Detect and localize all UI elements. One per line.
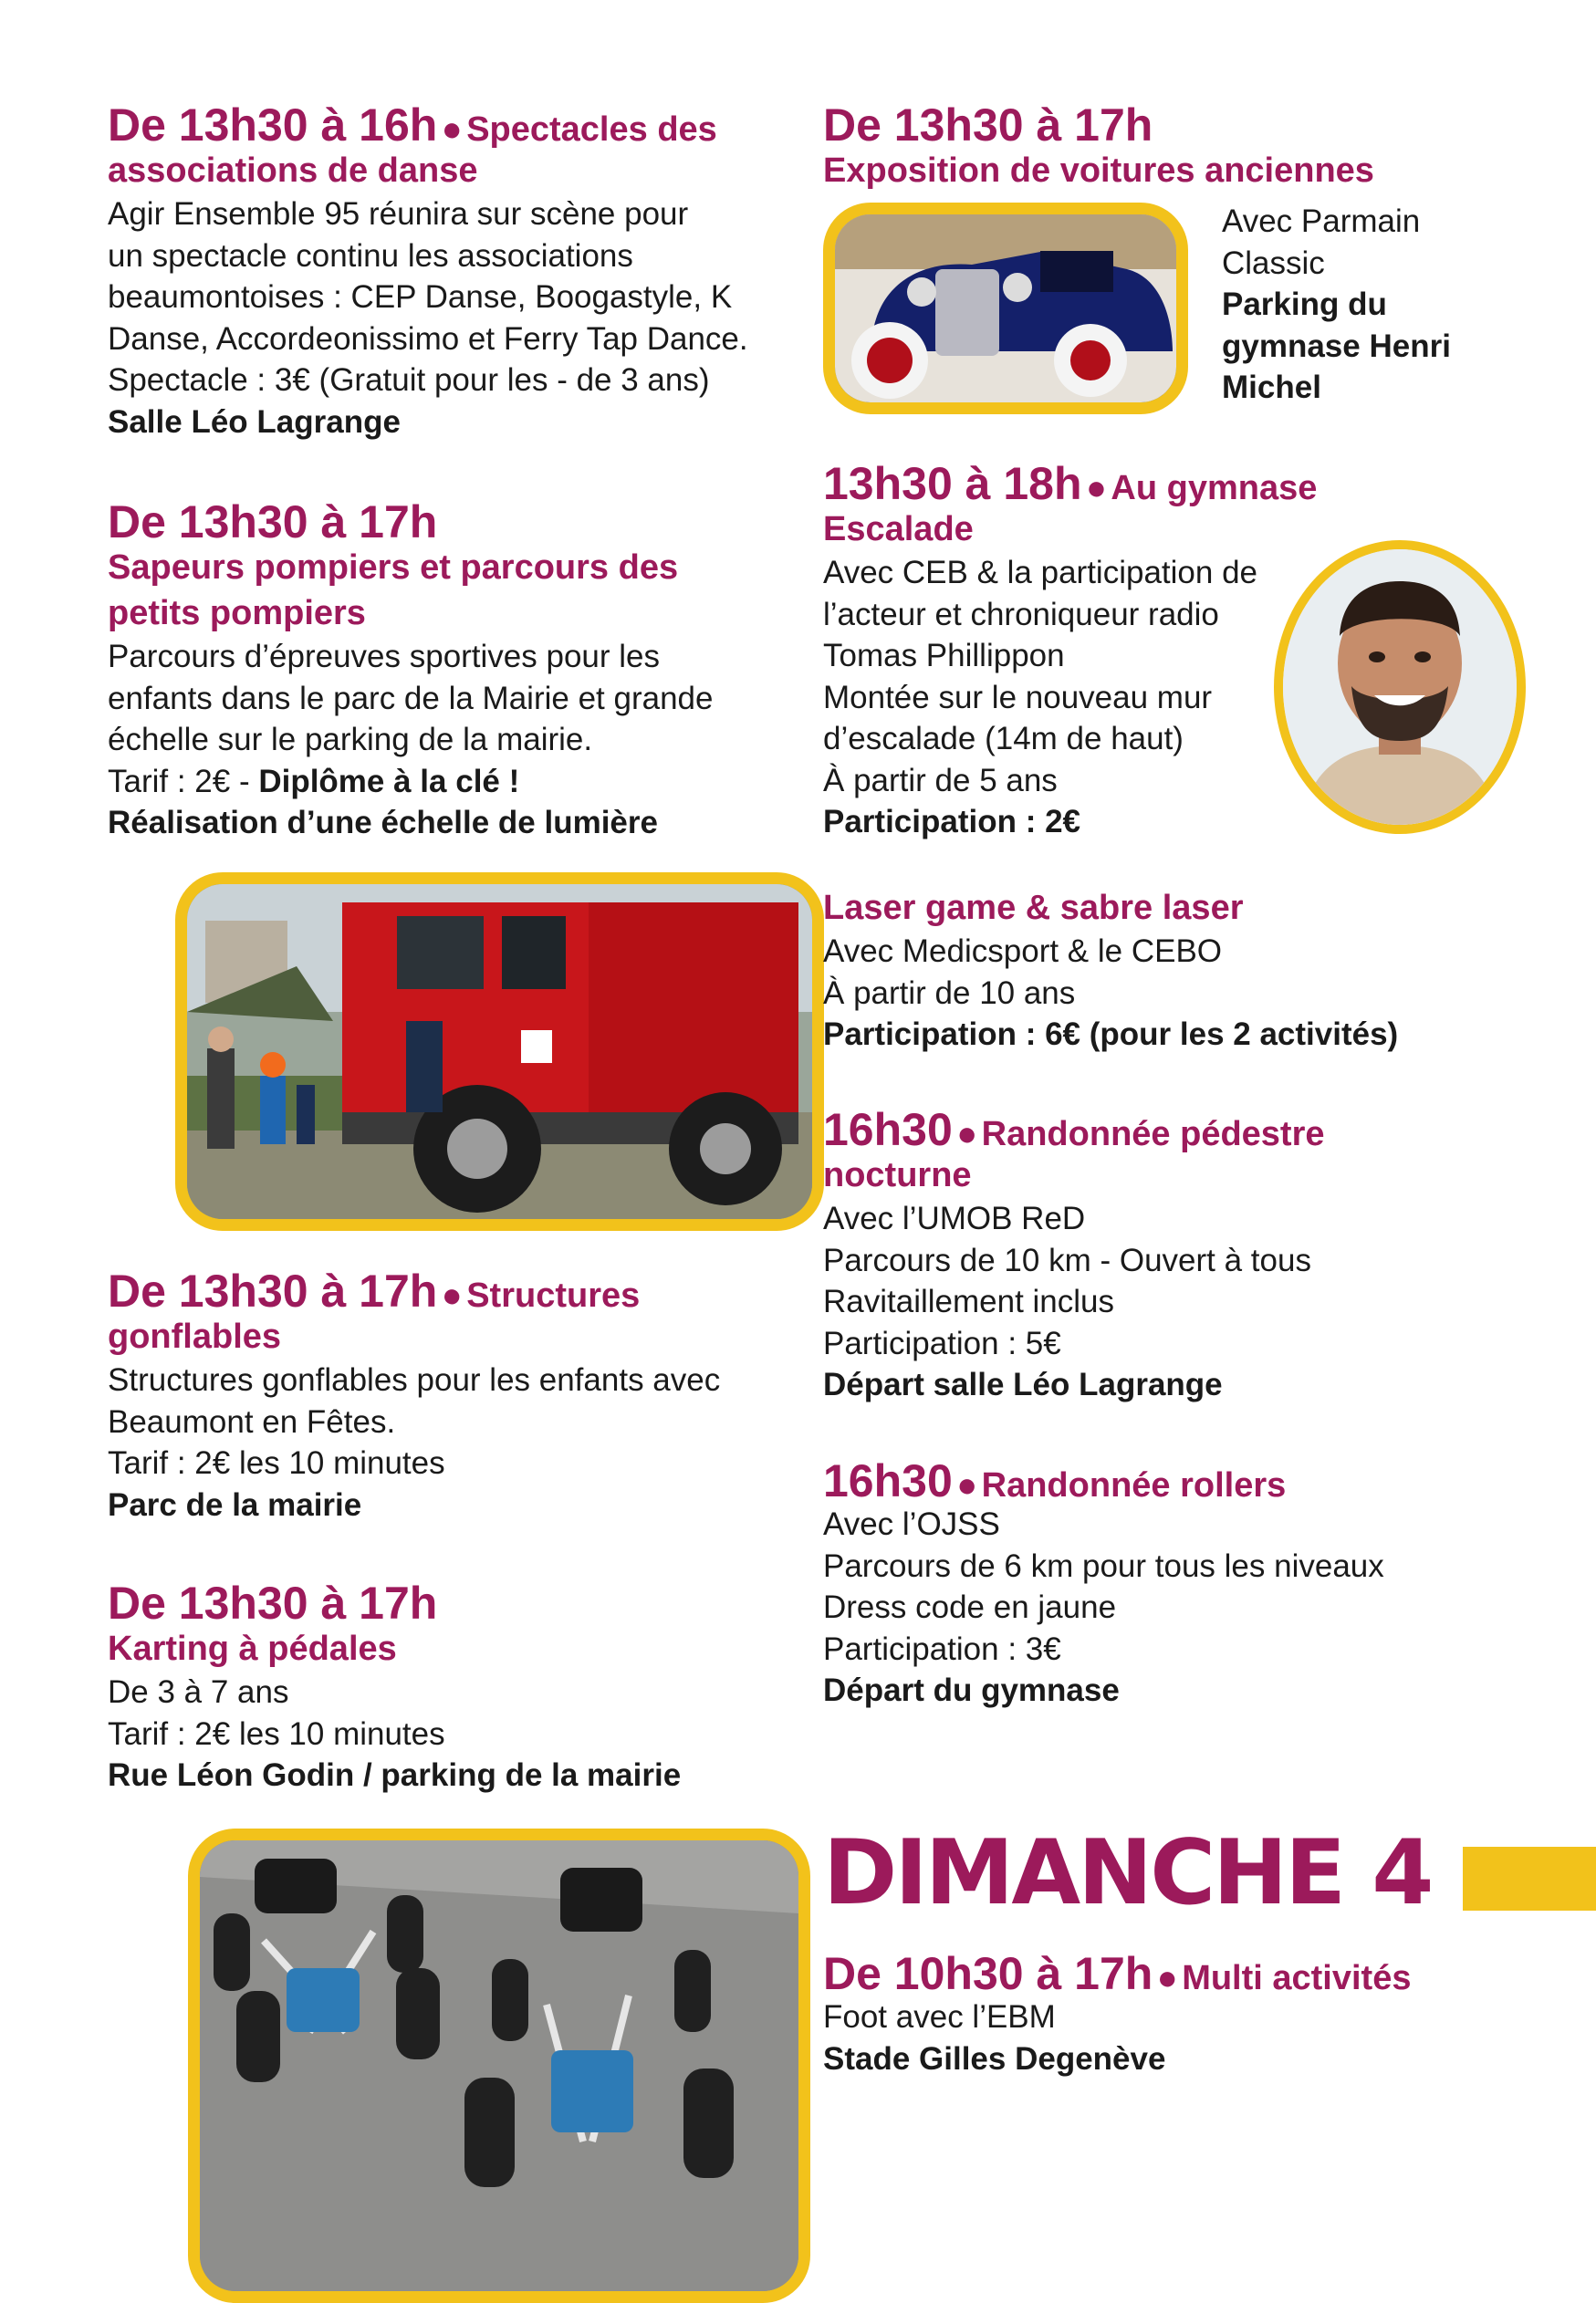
event-title: Au gymnase	[1111, 469, 1318, 507]
tarif-text: Tarif : 2€ -	[108, 763, 259, 799]
event-line: Structures gonflables pour les enfants avec	[108, 1362, 721, 1398]
event-sunday	[823, 1948, 1590, 2079]
event-location: Stade Gilles Degenève	[823, 2040, 1166, 2077]
event-location: gymnase Henri	[1222, 328, 1451, 364]
event-line: beaumontoises : CEP Danse, Boogastyle, K	[108, 279, 733, 315]
event-location: Parc de la mairie	[108, 1486, 362, 1523]
event-line: Foot avec l’EBM	[823, 1999, 1056, 2035]
karting-illustration	[200, 1840, 798, 2291]
event-separator: ●	[1085, 469, 1107, 507]
event-title: Randonnée pédestre	[981, 1115, 1325, 1153]
event-rando-nocturne	[823, 1104, 1590, 1406]
event-subtitle: Escalade	[823, 510, 974, 548]
event-line: Dress code en jaune	[823, 1589, 1117, 1625]
event-line: Avec Parmain	[1222, 203, 1421, 239]
event-location: Michel	[1222, 370, 1321, 405]
event-separator: ●	[956, 1115, 978, 1153]
vintage-car-illustration	[835, 214, 1176, 402]
event-line: Participation : 5€	[823, 1325, 1061, 1361]
event-line: échelle sur le parking de la mairie.	[108, 722, 593, 757]
event-line: enfants dans le parc de la Mairie et grande	[108, 680, 714, 716]
event-voitures	[823, 99, 1590, 193]
event-time: De 13h30 à 17h	[823, 99, 1153, 151]
event-location: Réalisation d’une échelle de lumière	[108, 805, 658, 840]
event-separator: ●	[1156, 1959, 1178, 1997]
event-title: Randonnée rollers	[981, 1466, 1287, 1505]
event-line: Ravitaillement inclus	[823, 1284, 1115, 1319]
event-location: Participation : 2€	[823, 804, 1081, 839]
portrait-illustration	[1283, 549, 1517, 825]
event-time: De 13h30 à 17h	[108, 1266, 438, 1317]
event-line: Danse, Accordeonissimo et Ferry Tap Dance.	[108, 320, 748, 357]
event-line: Spectacle : 3€ (Gratuit pour les - de 3 ans)	[108, 362, 710, 398]
event-subtitle: nocturne	[823, 1156, 972, 1194]
event-location: Départ du gymnase	[823, 1673, 1120, 1708]
event-line: Tarif : 2€ les 10 minutes	[108, 1715, 445, 1752]
event-laser	[823, 885, 1590, 1056]
event-pompiers	[108, 496, 801, 844]
event-line: Classic	[1222, 245, 1325, 281]
voitures-details	[1222, 201, 1587, 409]
event-rando-rollers	[823, 1455, 1590, 1712]
event-location: Rue Léon Godin / parking de la mairie	[108, 1757, 682, 1793]
event-time: De 13h30 à 17h	[108, 496, 438, 547]
event-line: l’acteur et chroniqueur radio	[823, 596, 1219, 632]
fire-truck-photo	[175, 872, 824, 1231]
event-line: Tarif : 2€ les 10 minutes	[108, 1445, 445, 1481]
event-time: 16h30	[823, 1104, 953, 1155]
heading-accent-bar	[1463, 1847, 1596, 1911]
event-time: De 10h30 à 17h	[823, 1948, 1153, 1999]
vintage-car-photo	[823, 203, 1188, 414]
event-time: 16h30	[823, 1455, 953, 1506]
event-line: À partir de 10 ans	[823, 974, 1076, 1011]
event-line: Tomas Phillippon	[823, 638, 1065, 673]
event-time: De 13h30 à 17h	[108, 1578, 438, 1629]
event-line: Montée sur le nouveau mur	[823, 679, 1213, 715]
event-separator: ●	[956, 1466, 978, 1505]
event-location: Participation : 6€ (pour les 2 activités)	[823, 1016, 1399, 1052]
event-danse	[108, 99, 801, 443]
event-separator: ●	[441, 110, 463, 149]
event-time: 13h30 à 18h	[823, 458, 1082, 509]
event-structures	[108, 1268, 801, 1526]
event-subtitle: Laser game & sabre laser	[823, 889, 1244, 927]
karting-photo	[188, 1829, 810, 2303]
event-line: un spectacle continu les associations	[108, 237, 633, 274]
event-title: Multi activités	[1182, 1959, 1412, 1997]
event-subtitle: petits pompiers	[108, 594, 366, 632]
event-line: d’escalade (14m de haut)	[823, 721, 1184, 756]
event-line: Parcours d’épreuves sportives pour les	[108, 639, 661, 674]
portrait-photo	[1274, 540, 1526, 834]
event-subtitle: associations de danse	[108, 151, 478, 190]
event-title: Structures	[466, 1277, 641, 1315]
event-subtitle: Exposition de voitures anciennes	[823, 151, 1374, 190]
fire-truck-illustration	[187, 884, 812, 1219]
event-line: Avec Medicsport & le CEBO	[823, 933, 1223, 969]
event-location: Départ salle Léo Lagrange	[823, 1367, 1223, 1402]
event-line: Avec CEB & la participation de	[823, 555, 1258, 590]
event-line: Parcours de 6 km pour tous les niveaux	[823, 1547, 1384, 1584]
event-line: Participation : 3€	[823, 1631, 1061, 1667]
event-line: Agir Ensemble 95 réunira sur scène pour	[108, 196, 689, 232]
event-subtitle: Sapeurs pompiers et parcours des	[108, 548, 679, 587]
event-location: Salle Léo Lagrange	[108, 403, 401, 440]
event-line: Avec l’OJSS	[823, 1506, 1000, 1542]
event-time: De 13h30 à 16h	[108, 99, 438, 151]
event-tarif	[108, 761, 801, 803]
event-line: De 3 à 7 ans	[108, 1674, 289, 1710]
event-separator: ●	[441, 1277, 463, 1315]
event-location: Parking du	[1222, 287, 1387, 322]
event-karting	[108, 1580, 801, 1797]
event-line: Avec l’UMOB ReD	[823, 1201, 1086, 1236]
event-subtitle: Karting à pédales	[108, 1630, 397, 1668]
event-line: Parcours de 10 km - Ouvert à tous	[823, 1242, 1311, 1278]
tarif-bold: Diplôme à la clé !	[258, 763, 520, 799]
event-title: Spectacles des	[466, 110, 717, 149]
event-line: À partir de 5 ans	[823, 762, 1058, 798]
event-line: Beaumont en Fêtes.	[108, 1403, 396, 1440]
day-heading: DIMANCHE 4	[823, 1821, 1432, 1925]
event-subtitle: gonflables	[108, 1318, 282, 1356]
